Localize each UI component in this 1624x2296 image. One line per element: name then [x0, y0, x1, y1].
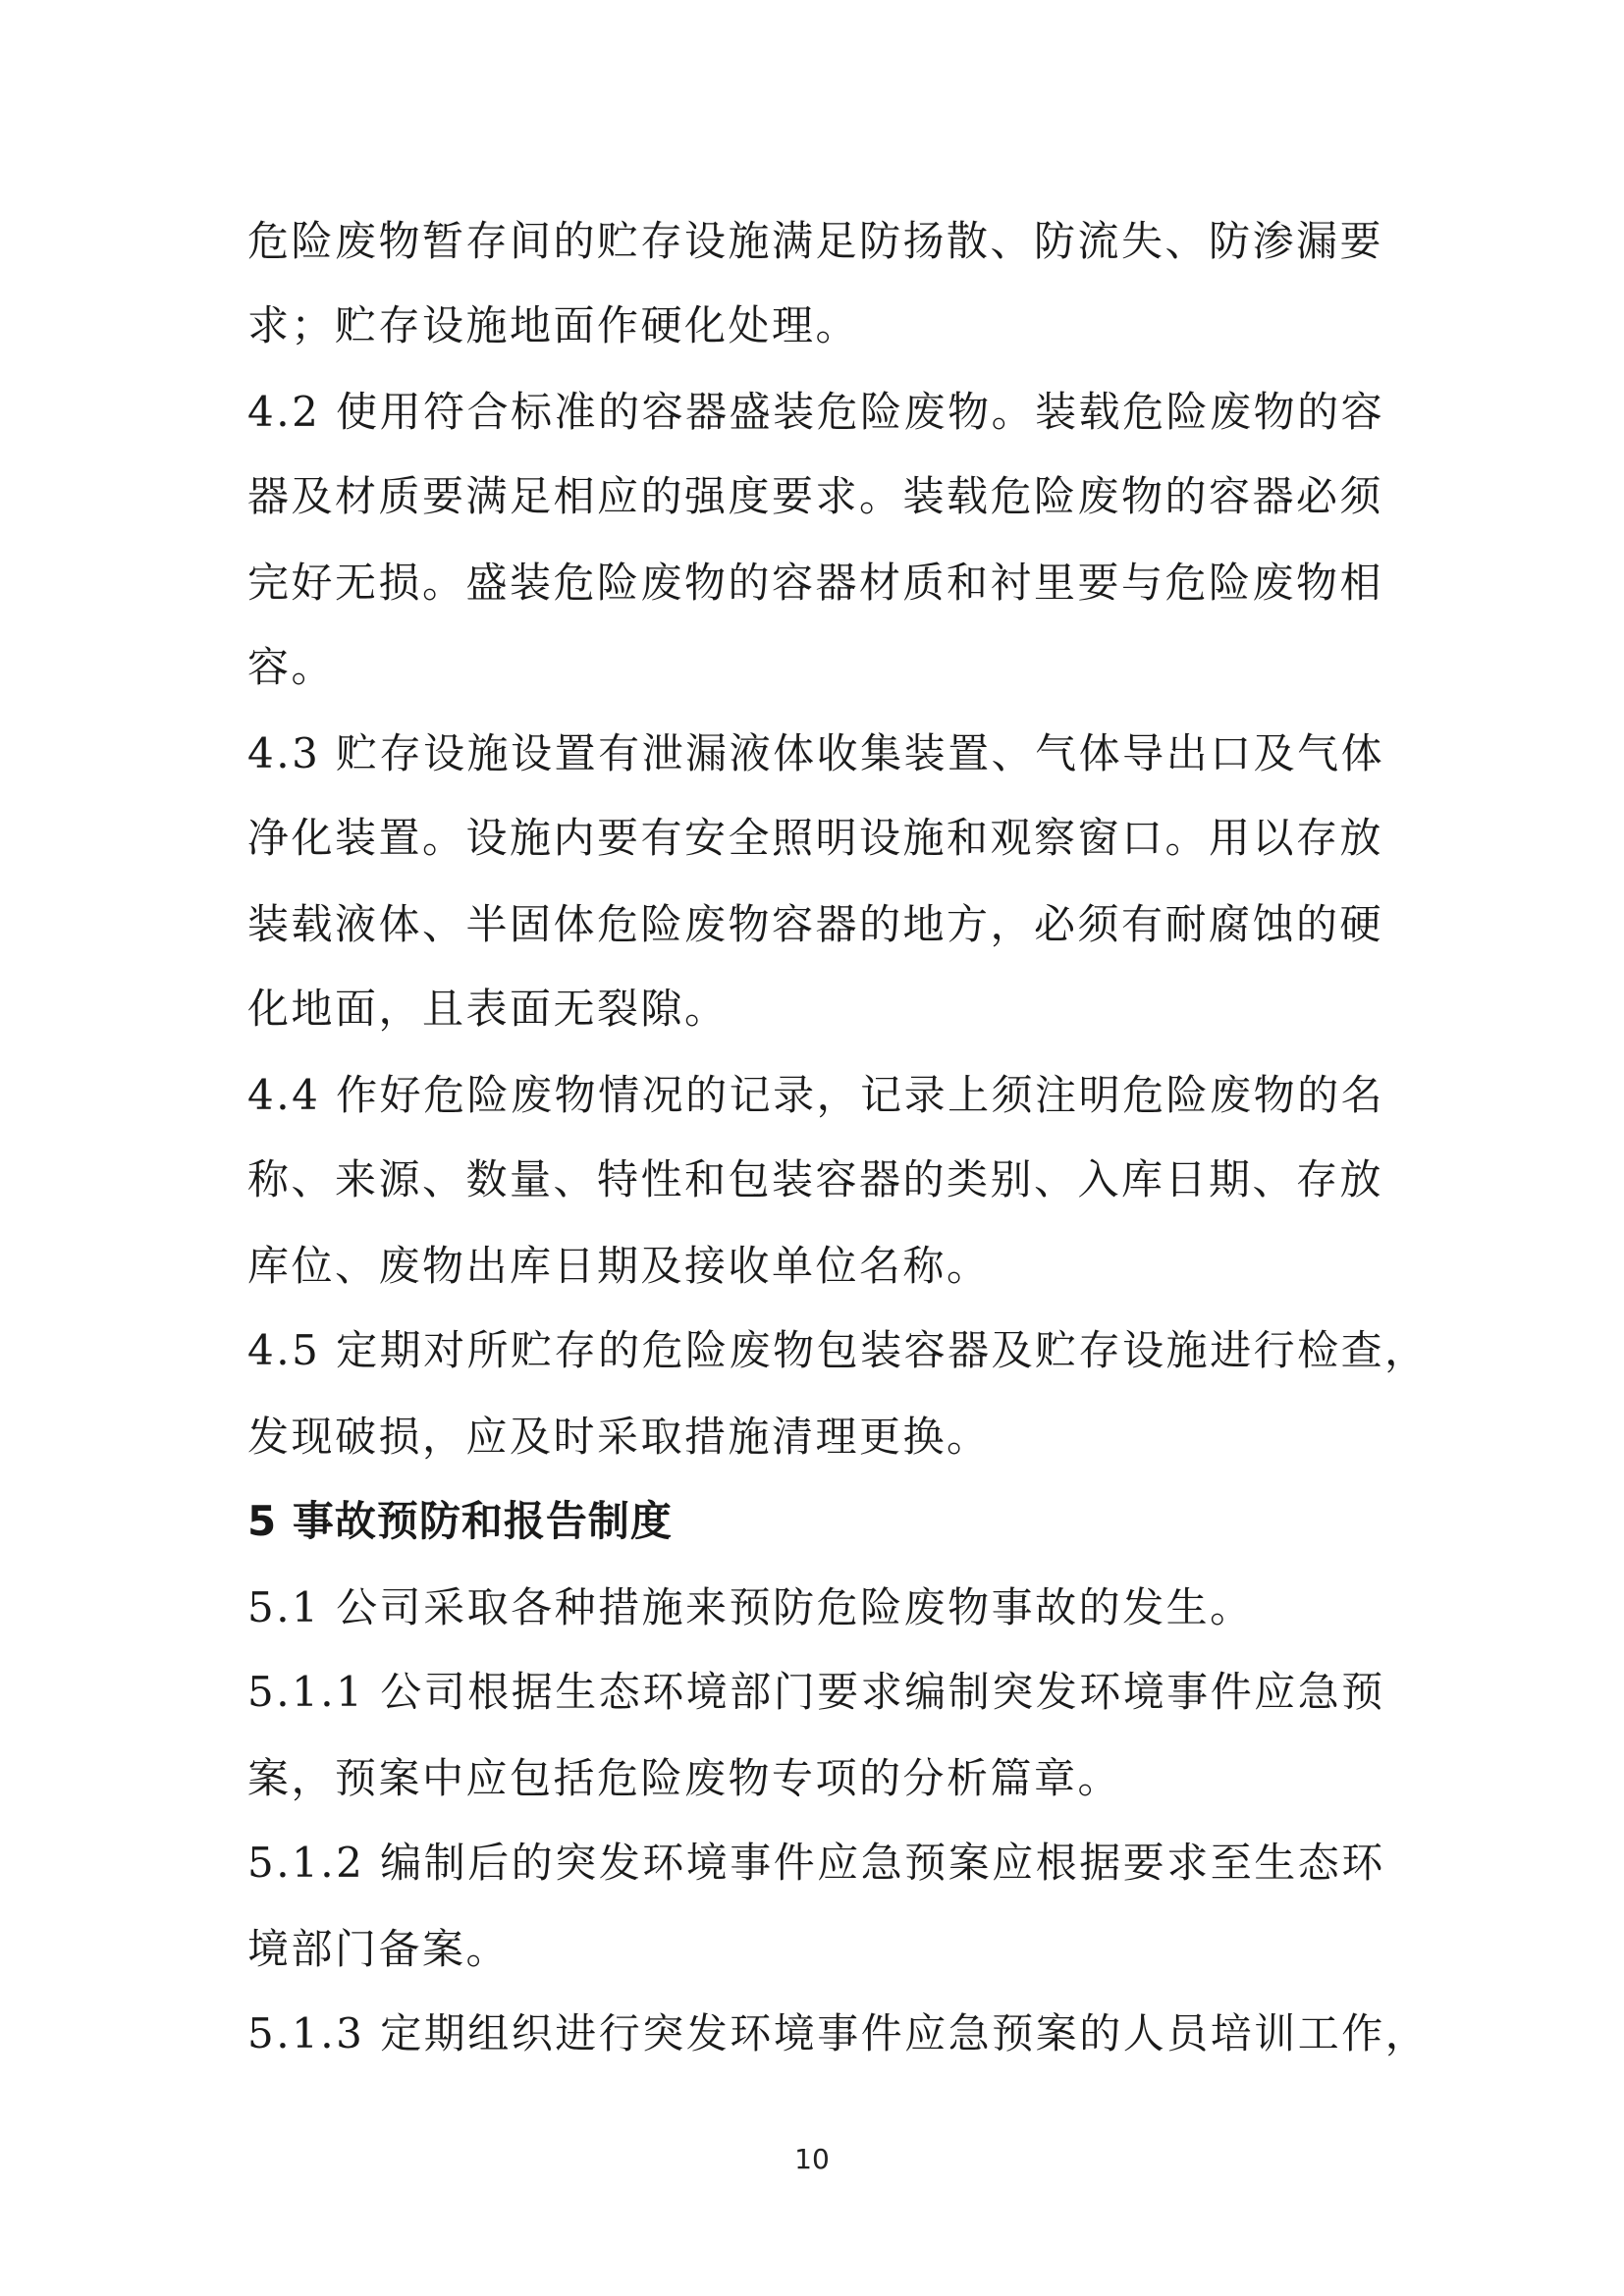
text-line: 4.2 使用符合标准的容器盛装危险废物。装载危险废物的容: [247, 388, 1385, 436]
text-line: 4.5 定期对所贮存的危险废物包装容器及贮存设施进行检查，: [247, 1326, 1429, 1374]
text-line: 器及材质要满足相应的强度要求。装载危险废物的容器必须: [247, 472, 1384, 520]
text-line: 5.1.3 定期组织进行突发环境事件应急预案的人员培训工作，: [247, 2009, 1430, 2057]
section-heading: 5 事故预防和报告制度: [247, 1497, 673, 1545]
text-line: 5.1.1 公司根据生态环境部门要求编制突发环境事件应急预: [247, 1668, 1385, 1716]
text-line: 装载液体、半固体危险废物容器的地方，必须有耐腐蚀的硬: [247, 900, 1384, 948]
text-line: 净化装置。设施内要有安全照明设施和观察窗口。用以存放: [247, 814, 1384, 862]
page-number: 10: [794, 2143, 830, 2175]
text-line: 4.3 贮存设施设置有泄漏液体收集装置、气体导出口及气体: [247, 729, 1385, 777]
text-line: 称、来源、数量、特性和包装容器的类别、入库日期、存放: [247, 1155, 1384, 1203]
text-line: 求；贮存设施地面作硬化处理。: [247, 301, 860, 349]
text-line: 4.4 作好危险废物情况的记录，记录上须注明危险废物的名: [247, 1071, 1385, 1119]
text-line: 库位、废物出库日期及接收单位名称。: [247, 1242, 991, 1290]
text-line: 完好无损。盛装危险废物的容器材质和衬里要与危险废物相: [247, 559, 1384, 607]
text-line: 案，预案中应包括危险废物专项的分析篇章。: [247, 1754, 1122, 1802]
text-line: 发现破损，应及时采取措施清理更换。: [247, 1413, 991, 1461]
text-line: 5.1 公司采取各种措施来预防危险废物事故的发生。: [247, 1583, 1254, 1631]
text-line: 5.1.2 编制后的突发环境事件应急预案应根据要求至生态环: [247, 1839, 1385, 1887]
text-line: 化地面，且表面无裂隙。: [247, 985, 729, 1033]
text-line: 境部门备案。: [247, 1925, 511, 1973]
text-line: 危险废物暂存间的贮存设施满足防扬散、防流失、防渗漏要: [247, 217, 1384, 265]
text-line: 容。: [247, 643, 336, 691]
